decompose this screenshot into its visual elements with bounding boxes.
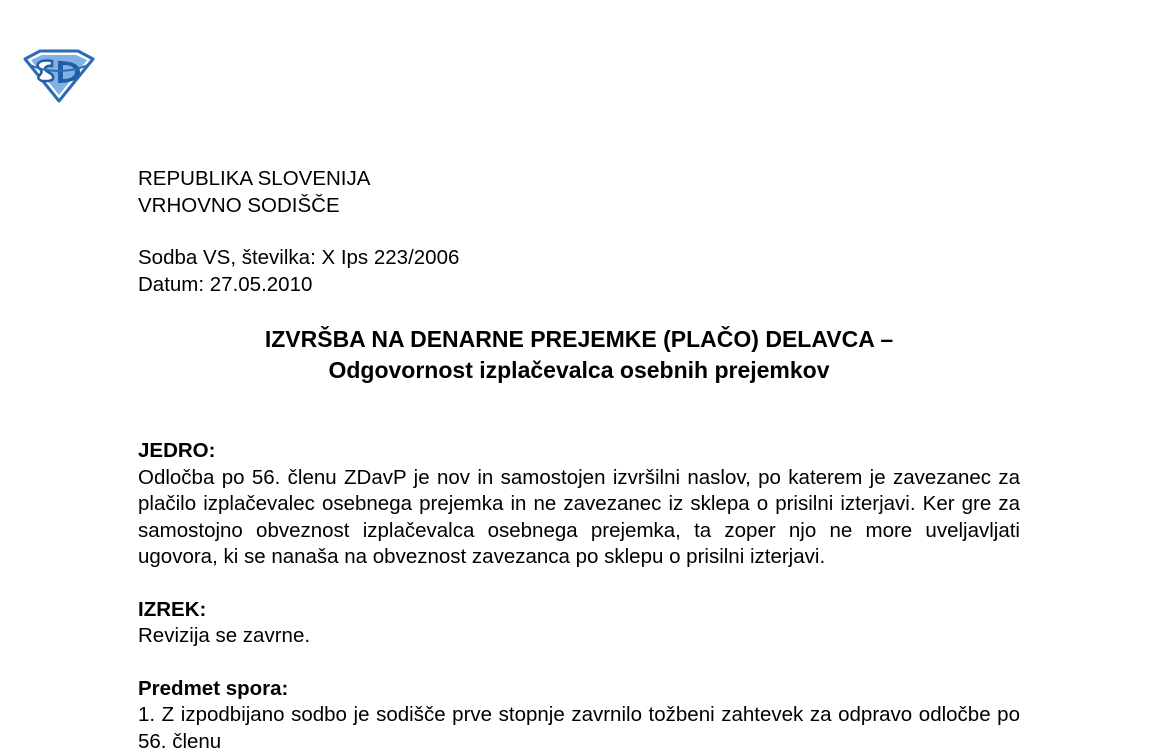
- izrek-heading: IZREK:: [138, 597, 207, 621]
- jedro-paragraph: Odločba po 56. členu ZDavP je nov in samostojen izvršilni naslov, po katerem je zavezanec za plačilo izplačevalec osebnega prejemka in ne zavezanec iz sklepa o prisilni izterjavi. Ker gre za samostojno obveznost izplačevalca osebnega prejemka, ta zoper njo ne more uveljavljati ugovora, ki se nanaša na obveznost zavezanca po sklepu o prisilni izterjavi.: [138, 465, 1020, 568]
- title-line-1: IZVRŠBA NA DENARNE PREJEMKE (PLAČO) DELAVCA –: [264, 326, 894, 352]
- court-logo-icon: [22, 47, 96, 104]
- document-body: [138, 166, 1020, 755]
- republic-label: REPUBLIKA SLOVENIJA: [138, 167, 371, 190]
- title-line-2: Odgovornost izplačevalca osebnih prejemkov: [328, 357, 830, 383]
- predmet-heading: Predmet spora:: [138, 676, 289, 700]
- document-title: [138, 324, 1020, 386]
- izrek-paragraph: Revizija se zavrne.: [138, 624, 311, 647]
- predmet-paragraph: 1. Z izpodbijano sodbo je sodišče prve stopnje zavrnilo tožbeni zahtevek za odpravo odločbe po 56. členu: [138, 703, 1020, 753]
- jedro-heading: JEDRO:: [138, 439, 216, 462]
- decision-date: Datum: 27.05.2010: [138, 272, 313, 296]
- court-name: VRHOVNO SODIŠČE: [138, 193, 340, 217]
- case-number: Sodba VS, številka: X Ips 223/2006: [138, 246, 460, 269]
